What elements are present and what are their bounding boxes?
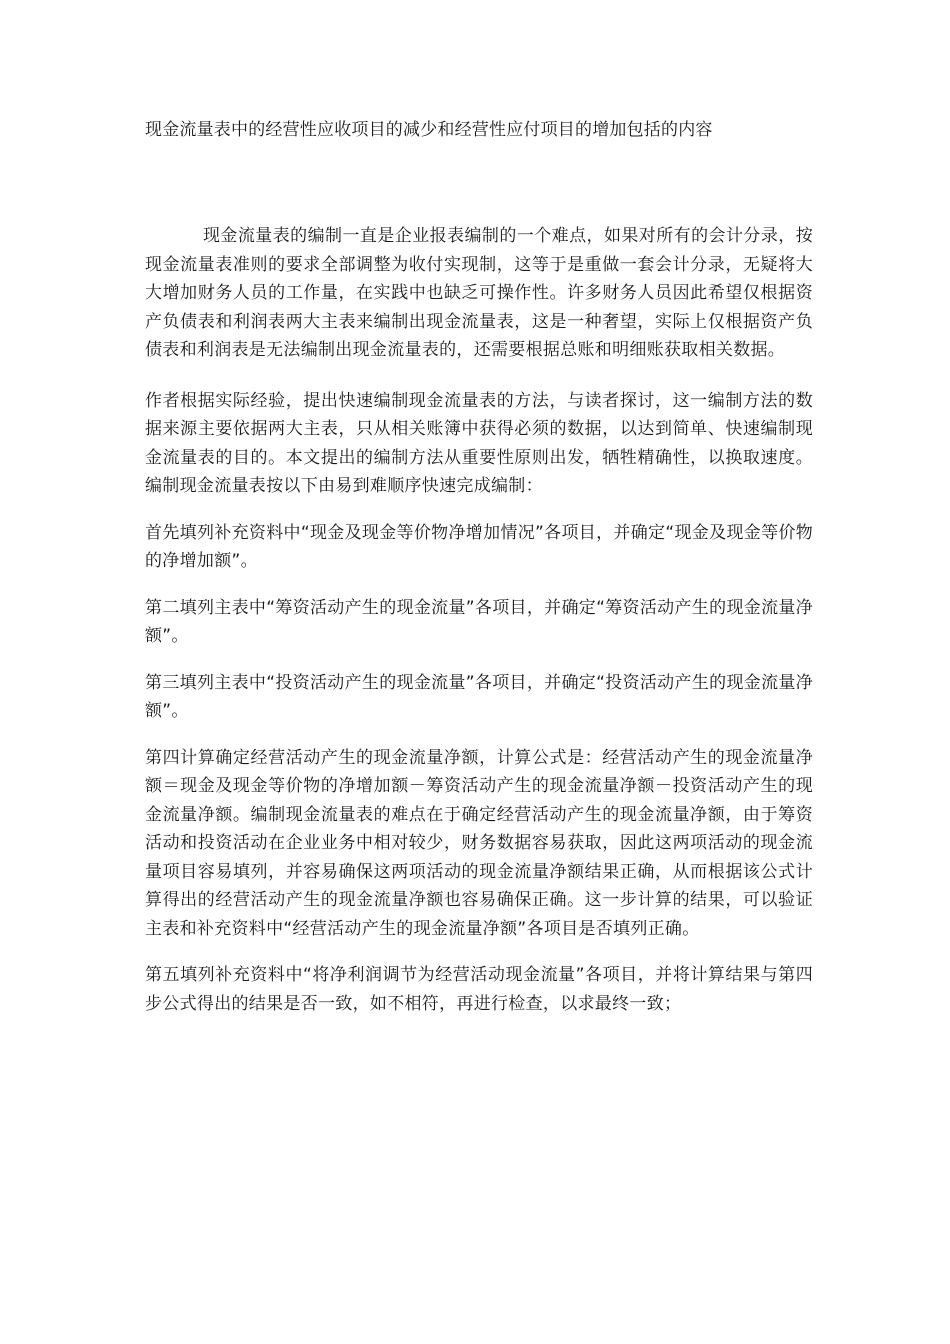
paragraph-step-5: 第五填列补充资料中“将净利润调节为经营活动现金流量”各项目，并将计算结果与第四步公式得出的结果是否一致，如不相符，再进行检查，以求最终一致；: [145, 965, 813, 1014]
paragraph-step-3: 第三填列主表中“投资活动产生的现金流量”各项目，并确定“投资活动产生的现金流量净额”。: [145, 672, 813, 721]
paragraph-step-2: 第二填列主表中“筹资活动产生的现金流量”各项目，并确定“筹资活动产生的现金流量净额”。: [145, 597, 813, 646]
paragraph-method: 作者根据实际经验，提出快速编制现金流量表的方法，与读者探讨，这一编制方法的数据来源主要依据两大主表，只从相关账簿中获得必须的数据，以达到简单、快速编制现金流量表的目的。本文提出的编制方法从重要性原则出发，牺牲精确性，以换取速度。编制现金流量表按以下由易到难顺序快速完成编制：: [145, 390, 813, 496]
paragraph-step-4: 第四计算确定经营活动产生的现金流量净额，计算公式是：经营活动产生的现金流量净额＝现金及现金等价物的净增加额－筹资活动产生的现金流量净额－投资活动产生的现金流量净额。编制现金流量表的难点在于确定经营活动产生的现金流量净额，由于筹资活动和投资活动在企业业务中相对较少，财务数据容易获取，因此这两项活动的现金流量项目容易填列，并容易确保这两项活动的现金流量净额结果正确，从而根据该公式计算得出的经营活动产生的现金流量净额也容易确保正确。这一步计算的结果，可以验证主表和补充资料中“经营活动产生的现金流量净额”各项目是否填列正确。: [145, 747, 813, 939]
paragraph-intro: 现金流量表的编制一直是企业报表编制的一个难点，如果对所有的会计分录，按现金流量表准则的要求全部调整为收付实现制，这等于是重做一套会计分录，无疑将大大增加财务人员的工作量，在实践中也缺乏可操作性。许多财务人员因此希望仅根据资产负债表和利润表两大主表来编制出现金流量表，这是一种奢望，实际上仅根据资产负债表和利润表是无法编制出现金流量表的，还需要根据总账和明细账获取相关数据。: [145, 226, 813, 360]
paragraph-step-1: 首先填列补充资料中“现金及现金等价物净增加情况”各项目，并确定“现金及现金等价物的净增加额”。: [145, 522, 813, 571]
document-title: 现金流量表中的经营性应收项目的减少和经营性应付项目的增加包括的内容: [145, 120, 713, 140]
document-page: [145, 0, 825, 1344]
document-body: [145, 222, 813, 1036]
